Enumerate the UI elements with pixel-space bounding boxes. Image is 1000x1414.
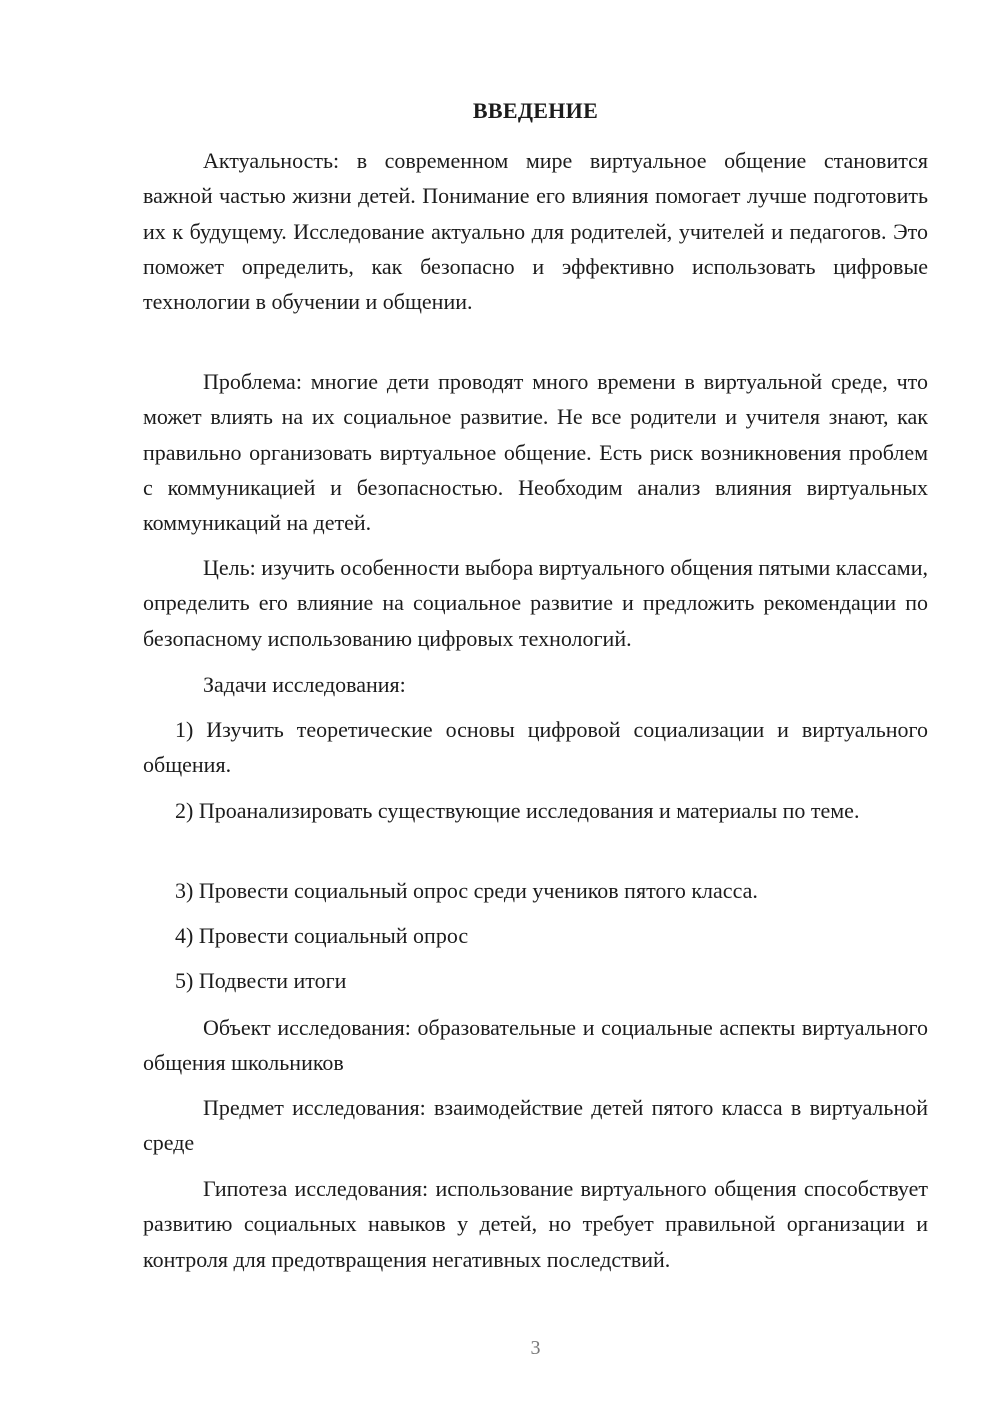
task-item-2: 2) Проанализировать существующие исследования и материалы по теме.	[175, 798, 860, 823]
task-item-5: 5) Подвести итоги	[175, 968, 347, 993]
tasks-heading: Задачи исследования:	[203, 672, 406, 697]
paragraph-hypothesis: Гипотеза исследования: использование виртуального общения способствует развитию социальных навыков у детей, но требует правильной организации и контроля для предотвращения негативных последствий.	[143, 1176, 928, 1272]
page-number: 3	[530, 1337, 541, 1359]
task-item-3: 3) Провести социальный опрос среди учеников пятого класса.	[175, 878, 758, 903]
document-page	[143, 0, 928, 1414]
paragraph-object: Объект исследования: образовательные и социальные аспекты виртуального общения школьников	[143, 1015, 928, 1076]
paragraph-relevance: Актуальность: в современном мире виртуальное общение становится важной частью жизни детей. Понимание его влияния помогает лучше подготовить их к будущему. Исследование актуально для родителей, учителей и педагогов. Это поможет определить, как безопасно и эффективно использовать цифровые технологии в обучении и общении.	[143, 148, 928, 315]
task-item-4: 4) Провести социальный опрос	[175, 923, 469, 948]
paragraph-goal: Цель: изучить особенности выбора виртуального общения пятыми классами, определить его влияние на социальное развитие и предложить рекомендации по безопасному использованию цифровых технологий.	[143, 555, 928, 651]
task-item-1: 1) Изучить теоретические основы цифровой социализации и виртуального общения.	[143, 717, 928, 778]
paragraph-subject: Предмет исследования: взаимодействие детей пятого класса в виртуальной среде	[143, 1095, 928, 1156]
page-title: ВВЕДЕНИЕ	[472, 98, 599, 123]
paragraph-problem: Проблема: многие дети проводят много времени в виртуальной среде, что может влиять на их социальное развитие. Не все родители и учителя знают, как правильно организовать виртуальное общение. Есть риск возникновения проблем с коммуникацией и безопасностью. Необходим анализ влияния виртуальных коммуникаций на детей.	[143, 369, 928, 536]
